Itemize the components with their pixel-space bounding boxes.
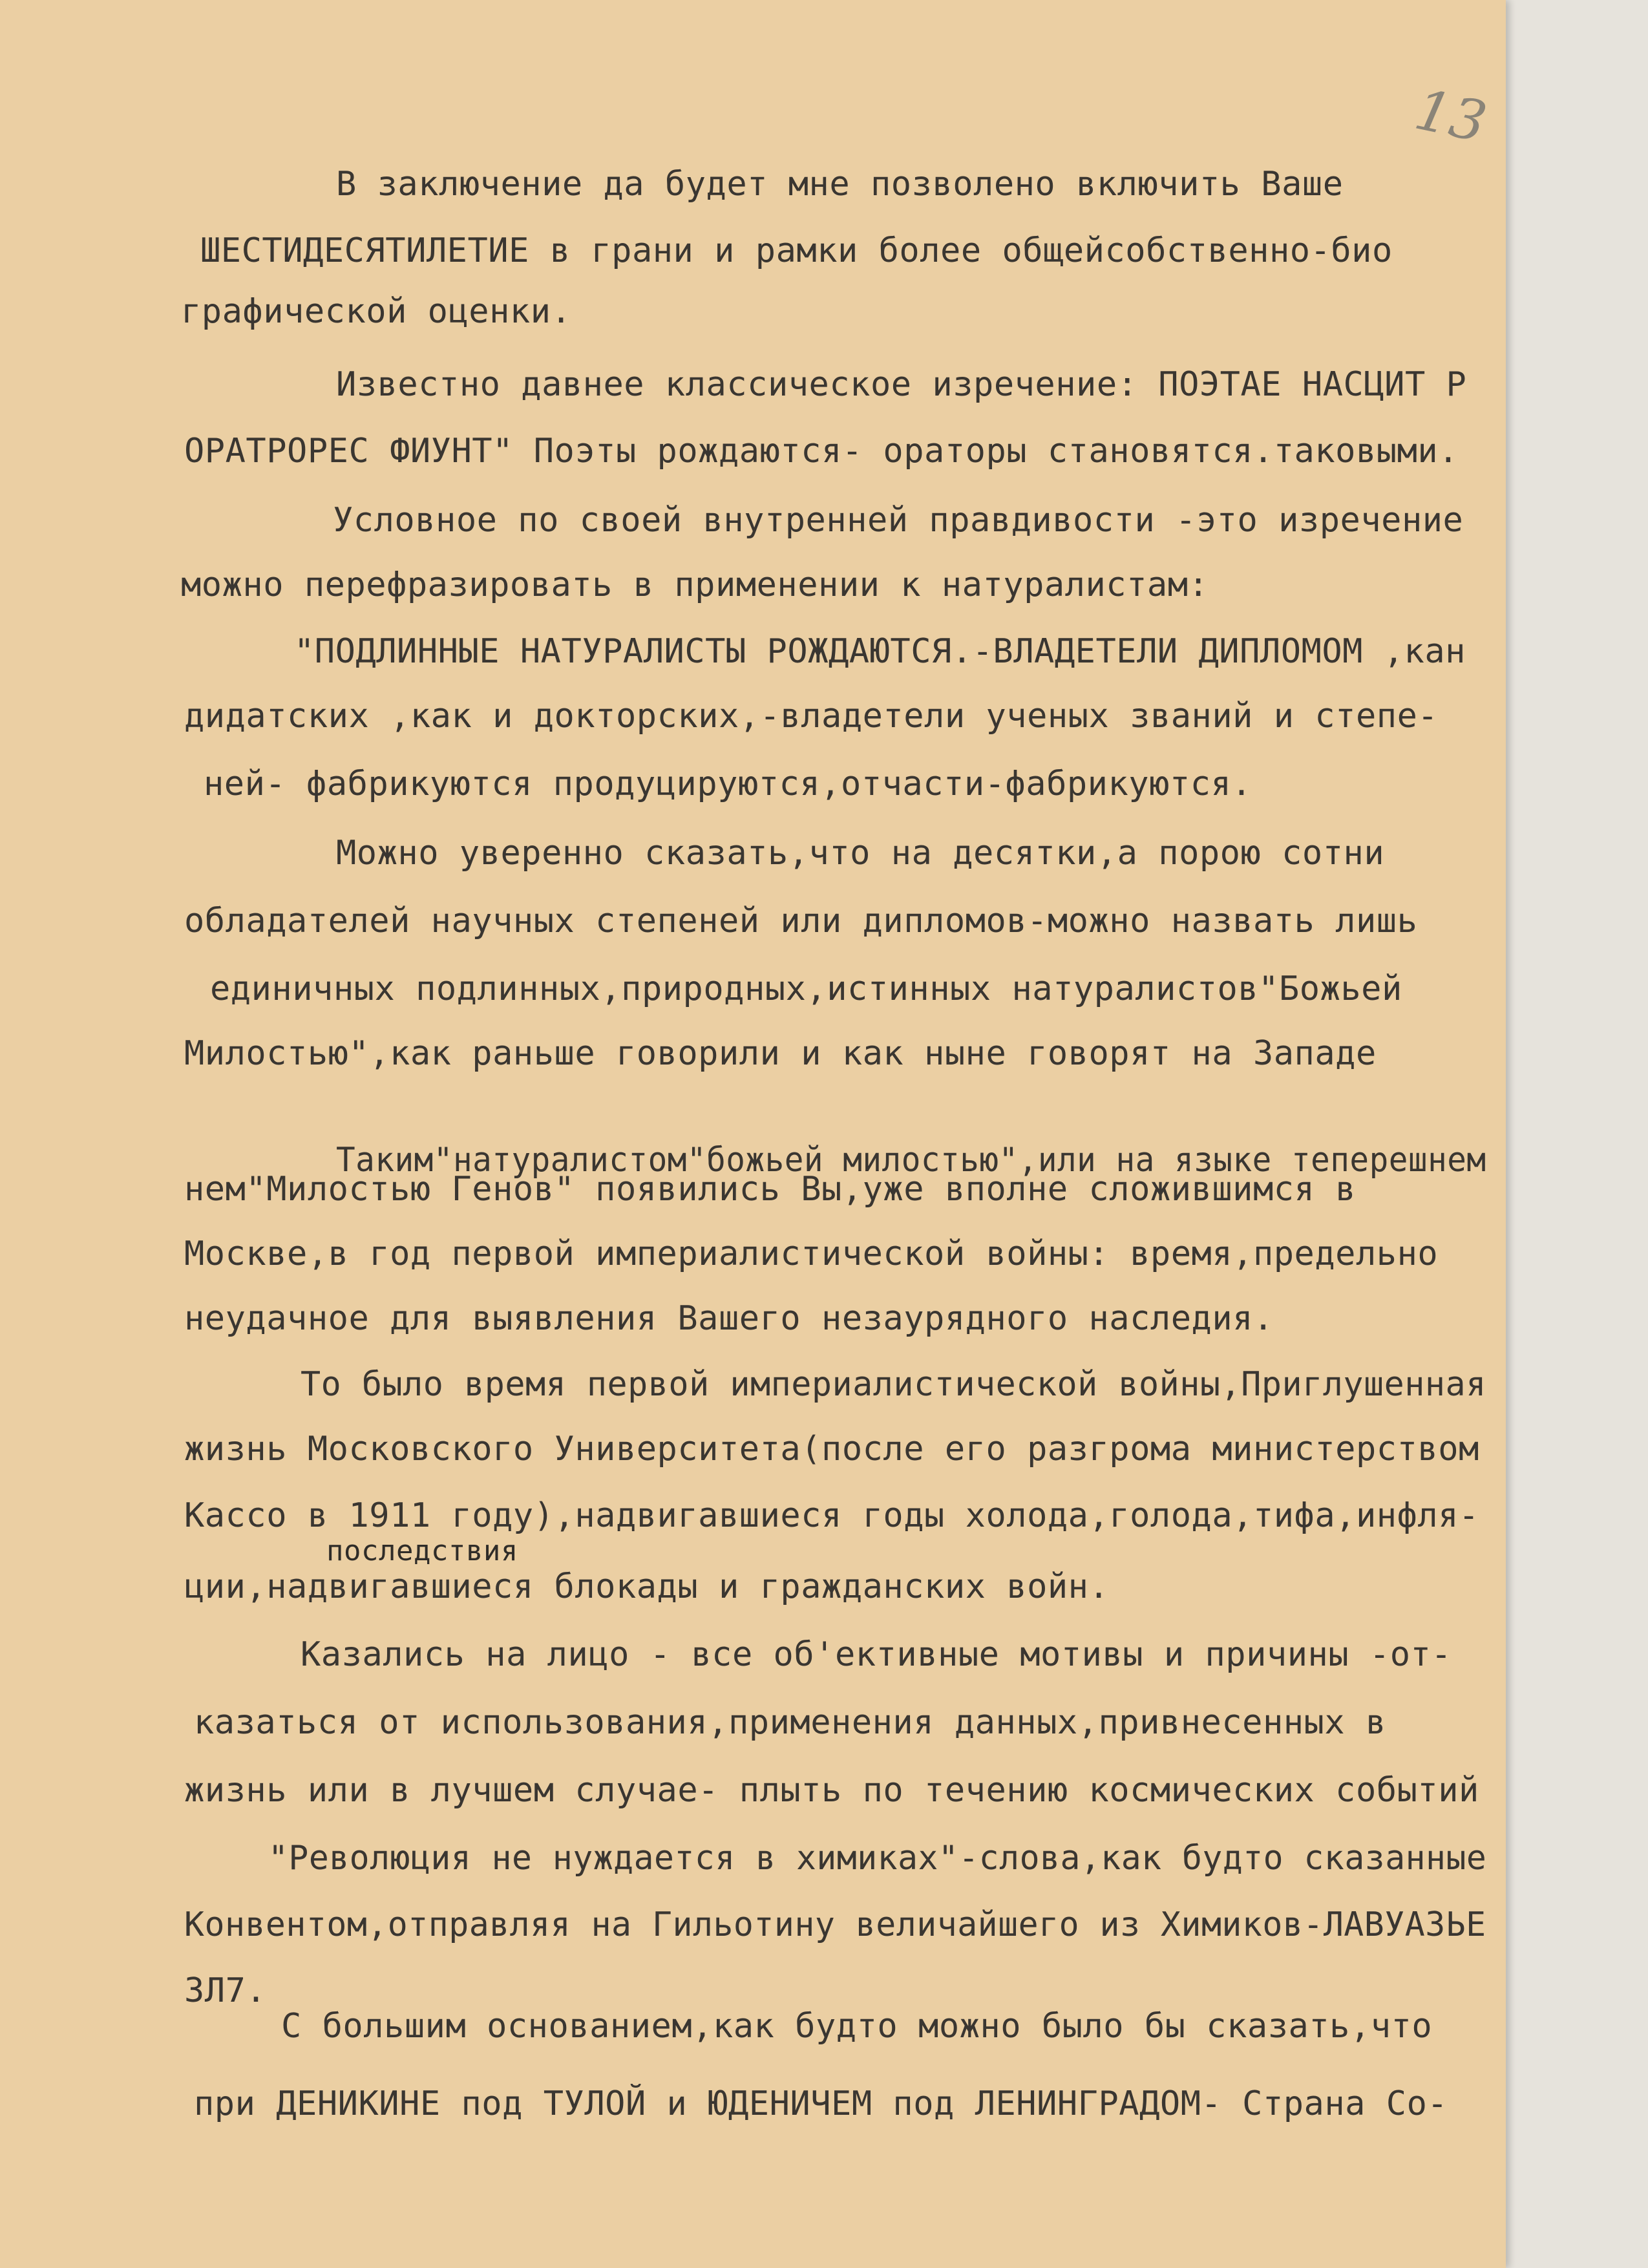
text-line: можно перефразировать в применении к натуралистам: xyxy=(181,566,1209,604)
text-line: ОРАТРОРЕС ФИУНТ" Поэты рождаются- ораторы становятся.таковыми. xyxy=(184,432,1459,471)
text-line: казаться от использования,применения данных,привнесенных в xyxy=(194,1703,1386,1742)
text-line: ШЕСТИДЕСЯТИЛЕТИЕ в грани и рамки более общейсобственно-био xyxy=(200,231,1393,270)
text-line: Известно давнее классическое изречение: ПОЭТАЕ НАСЦИТ Р xyxy=(336,365,1467,404)
text-line: жизнь Московского Университета(после его разгрома министерством xyxy=(184,1430,1479,1468)
text-line: "Революция не нуждается в химиках"-слова,как будто сказанные xyxy=(268,1839,1487,1878)
text-line: неудачное для выявления Вашего незаурядного наследия. xyxy=(184,1299,1274,1338)
text-line: жизнь или в лучшем случае- плыть по течению космических событий xyxy=(184,1771,1479,1810)
page-number: 13 xyxy=(1409,77,1492,156)
text-line: Условное по своей внутренней правдивости -это изречение xyxy=(333,501,1464,540)
text-line: единичных подлинных,природных,истинных натуралистов"Божьей xyxy=(210,970,1402,1008)
text-line: Можно уверенно сказать,что на десятки,а порою сотни xyxy=(336,834,1385,873)
text-line: В заключение да будет мне позволено включить Ваше xyxy=(336,165,1344,204)
handwritten-insert: последствия xyxy=(326,1534,518,1567)
text-line: Кассо в 1911 году),надвигавшиеся годы холода,голода,тифа,инфля- xyxy=(184,1496,1479,1535)
text-line: Москве,в год первой империалистической войны: время,предельно xyxy=(184,1235,1439,1273)
text-line: Казались на лицо - все об'ективные мотивы и причины -от- xyxy=(301,1635,1452,1674)
text-line: С большим основанием,как будто можно было бы сказать,что xyxy=(281,2007,1433,2046)
text-line: Конвентом,отправляя на Гильотину величайшего из Химиков-ЛАВУАЗЬЕ xyxy=(184,1905,1486,1944)
text-line: "ПОДЛИННЫЕ НАТУРАЛИСТЫ РОЖДАЮТСЯ.-ВЛАДЕТЕЛИ ДИПЛОМОМ ,кан xyxy=(294,632,1466,671)
text-line: ции,надвигавшиеся блокады и гражданских войн. xyxy=(184,1567,1110,1606)
text-line: графической оценки. xyxy=(181,292,572,331)
text-line: при ДЕНИКИНЕ под ТУЛОЙ и ЮДЕНИЧЕМ под ЛЕНИНГРАДОМ- Страна Со- xyxy=(194,2084,1448,2123)
text-line: Таким"натуралистом"божьей милостью",или на языке теперешнем xyxy=(336,1141,1486,1180)
text-line: ней- фабрикуются продуцируются,отчасти-фабрикуются. xyxy=(204,765,1252,803)
text-line: дидатских ,как и докторских,-владетели ученых званий и степе- xyxy=(184,697,1439,736)
text-line: То было время первой империалистической войны,Приглушенная xyxy=(301,1365,1486,1404)
text-line: обладателей научных степеней или дипломов-можно назвать лишь xyxy=(184,902,1418,940)
text-line: нем"Милостью Генов" появились Вы,уже вполне сложившимся в xyxy=(184,1170,1356,1209)
text-line: Милостью",как раньше говорили и как ныне говорят на Западе xyxy=(184,1034,1377,1073)
text-line: ЗЛ7. xyxy=(184,1971,267,2010)
